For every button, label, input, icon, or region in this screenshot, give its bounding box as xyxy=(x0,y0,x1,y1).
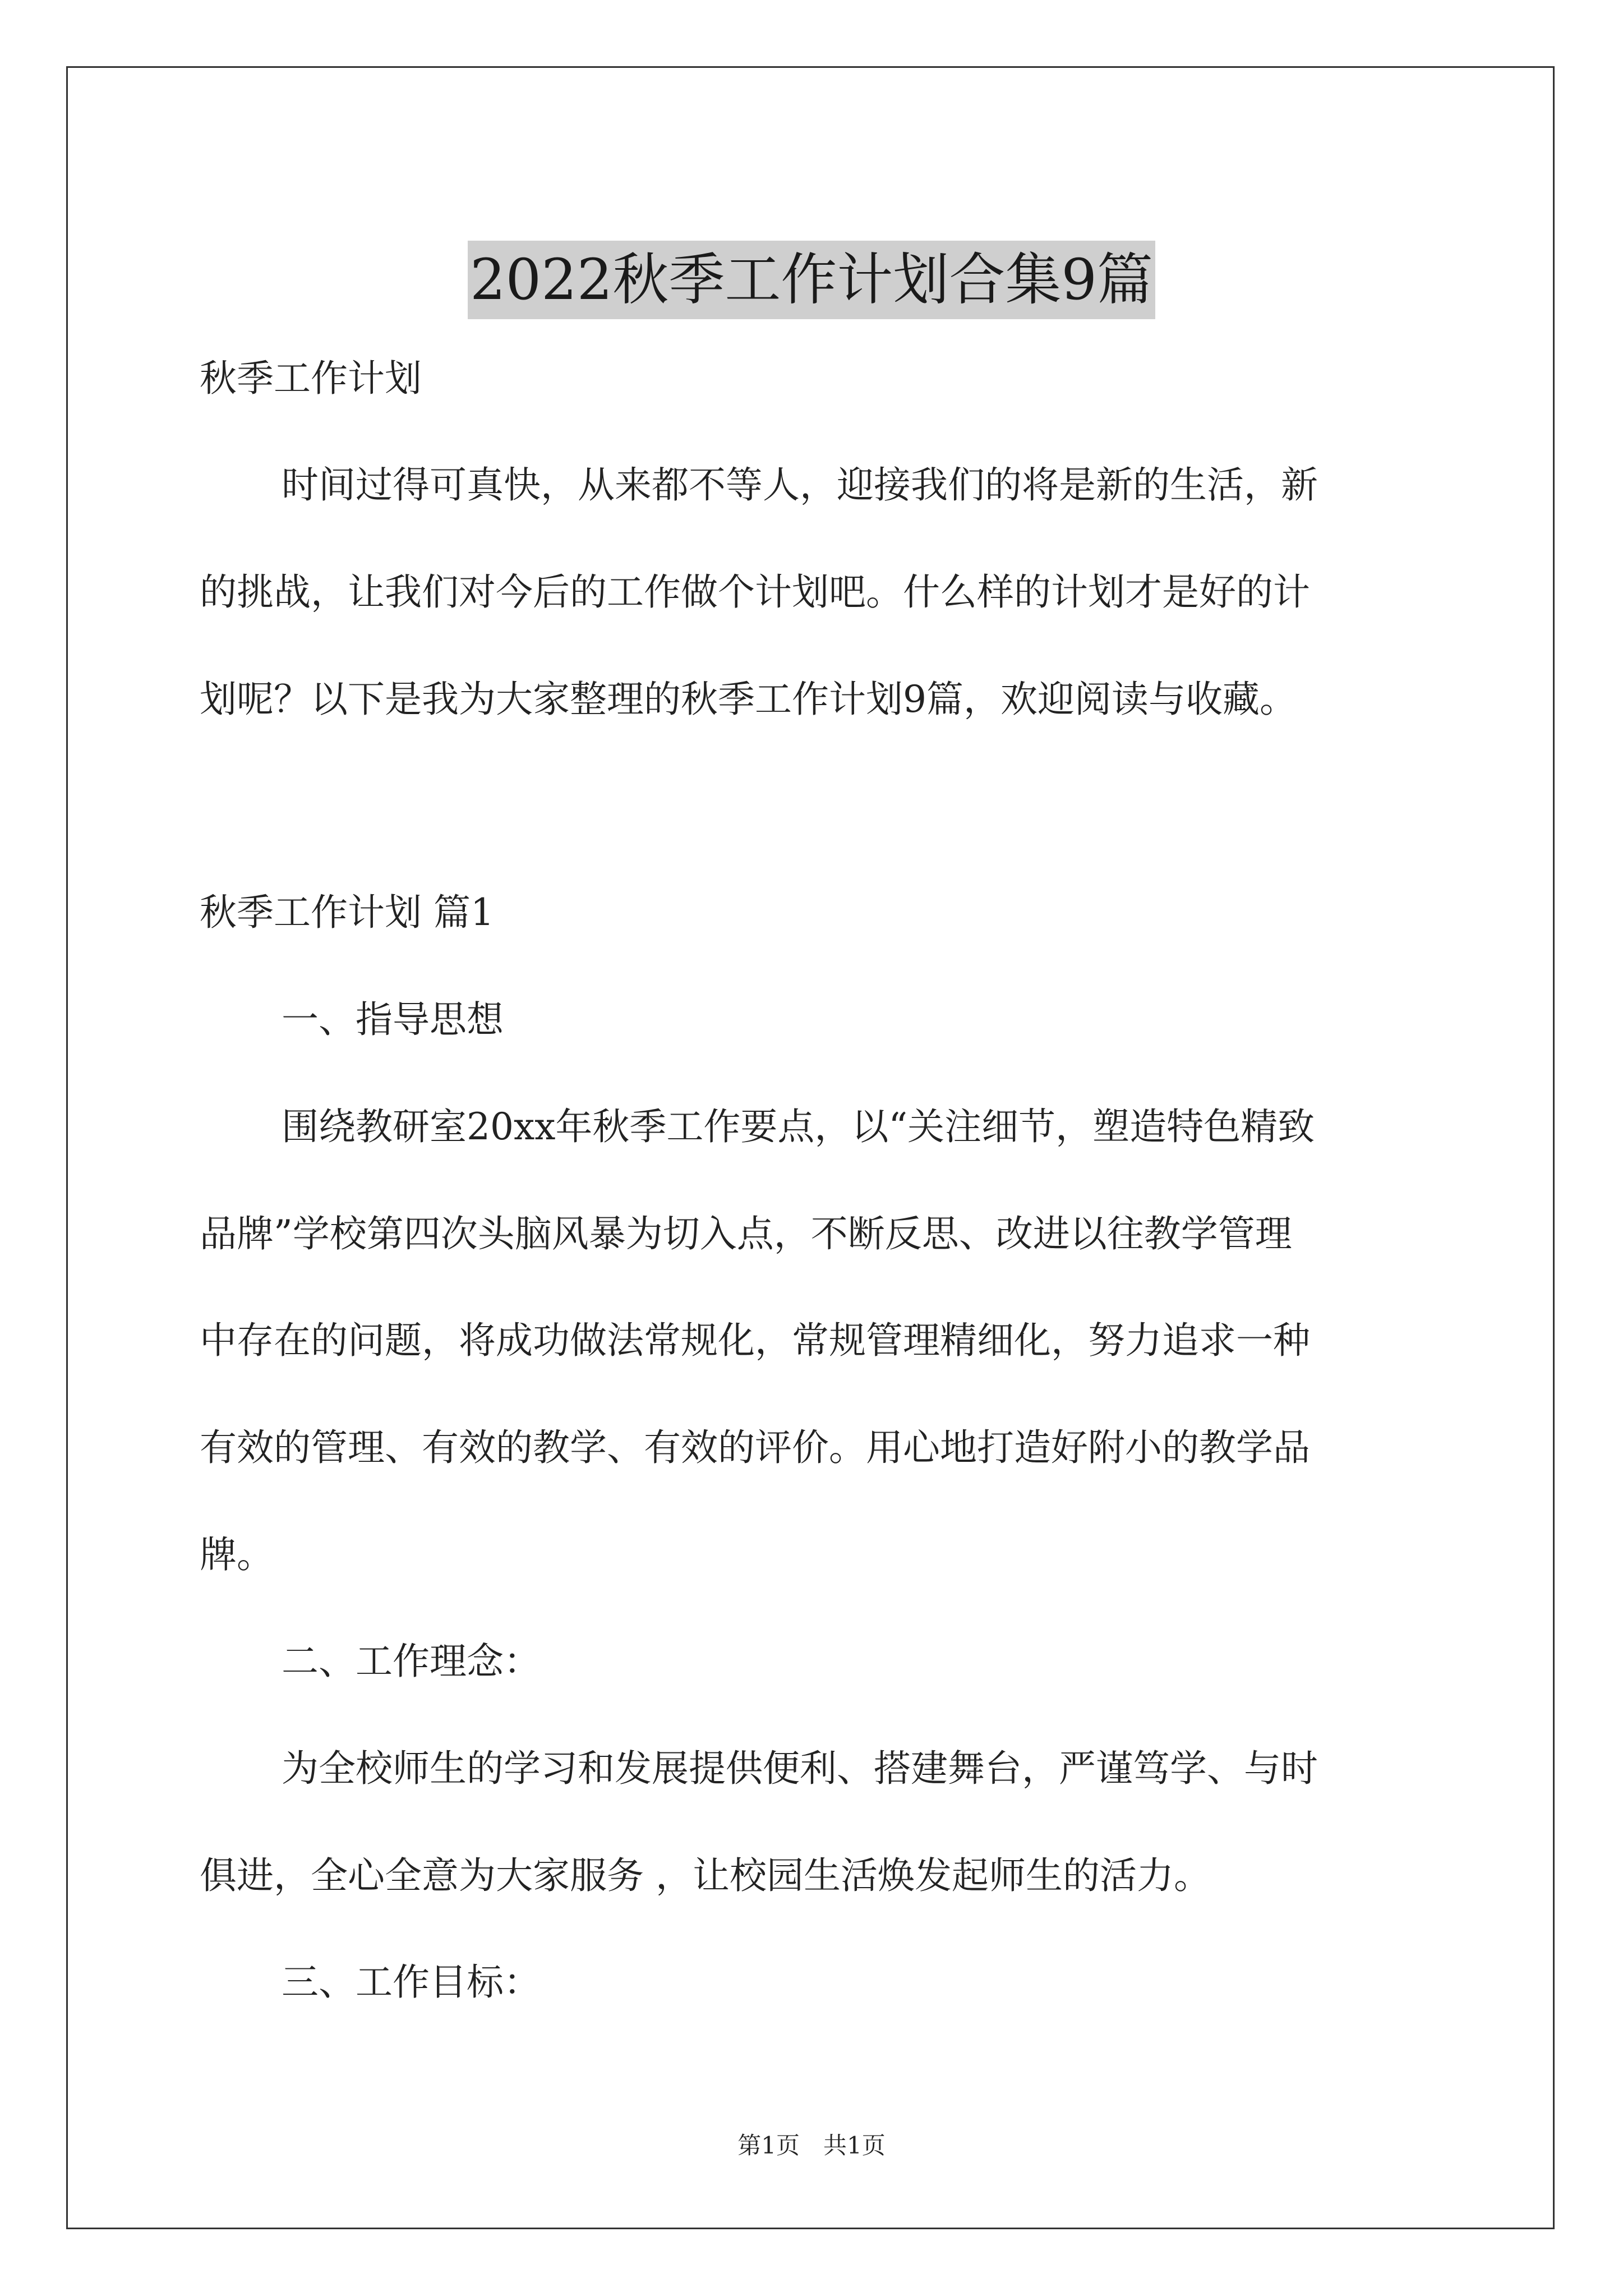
paragraph-line: 围绕教研室20xx年秋季工作要点，以“关注细节，塑造特色精致 xyxy=(282,1105,1315,1148)
section-heading: 秋季工作计划 篇1 xyxy=(200,891,494,934)
title-container xyxy=(0,203,1623,357)
subheading: 二、工作理念： xyxy=(282,1640,541,1683)
section-heading: 秋季工作计划 xyxy=(200,357,422,400)
paragraph-line: 中存在的问题，将成功做法常规化，常规管理精细化，努力追求一种 xyxy=(200,1319,1310,1362)
page-footer: 第1页 共1页 xyxy=(737,2132,886,2159)
paragraph-line: 为全校师生的学习和发展提供便利、搭建舞台，严谨笃学、与时 xyxy=(282,1747,1318,1790)
paragraph-line: 牌。 xyxy=(200,1533,274,1576)
paragraph-line: 的挑战，让我们对今后的工作做个计划吧。什么样的计划才是好的计 xyxy=(200,570,1310,614)
paragraph-line: 时间过得可真快，从来都不等人，迎接我们的将是新的生活，新 xyxy=(282,463,1318,507)
document-title: 2022秋季工作计划合集9篇 xyxy=(468,241,1155,319)
paragraph-line: 俱进，全心全意为大家服务 ，让校园生活焕发起师生的活力。 xyxy=(200,1854,1211,1897)
paragraph-line: 品牌”学校第四次头脑风暴为切入点，不断反思、改进以往教学管理 xyxy=(200,1212,1292,1255)
subheading: 三、工作目标： xyxy=(282,1961,541,2004)
paragraph-line: 有效的管理、有效的教学、有效的评价。用心地打造好附小的教学品 xyxy=(200,1426,1310,1469)
subheading: 一、指导思想 xyxy=(282,998,504,1041)
paragraph-line: 划呢？以下是我为大家整理的秋季工作计划9篇，欢迎阅读与收藏。 xyxy=(200,678,1297,721)
